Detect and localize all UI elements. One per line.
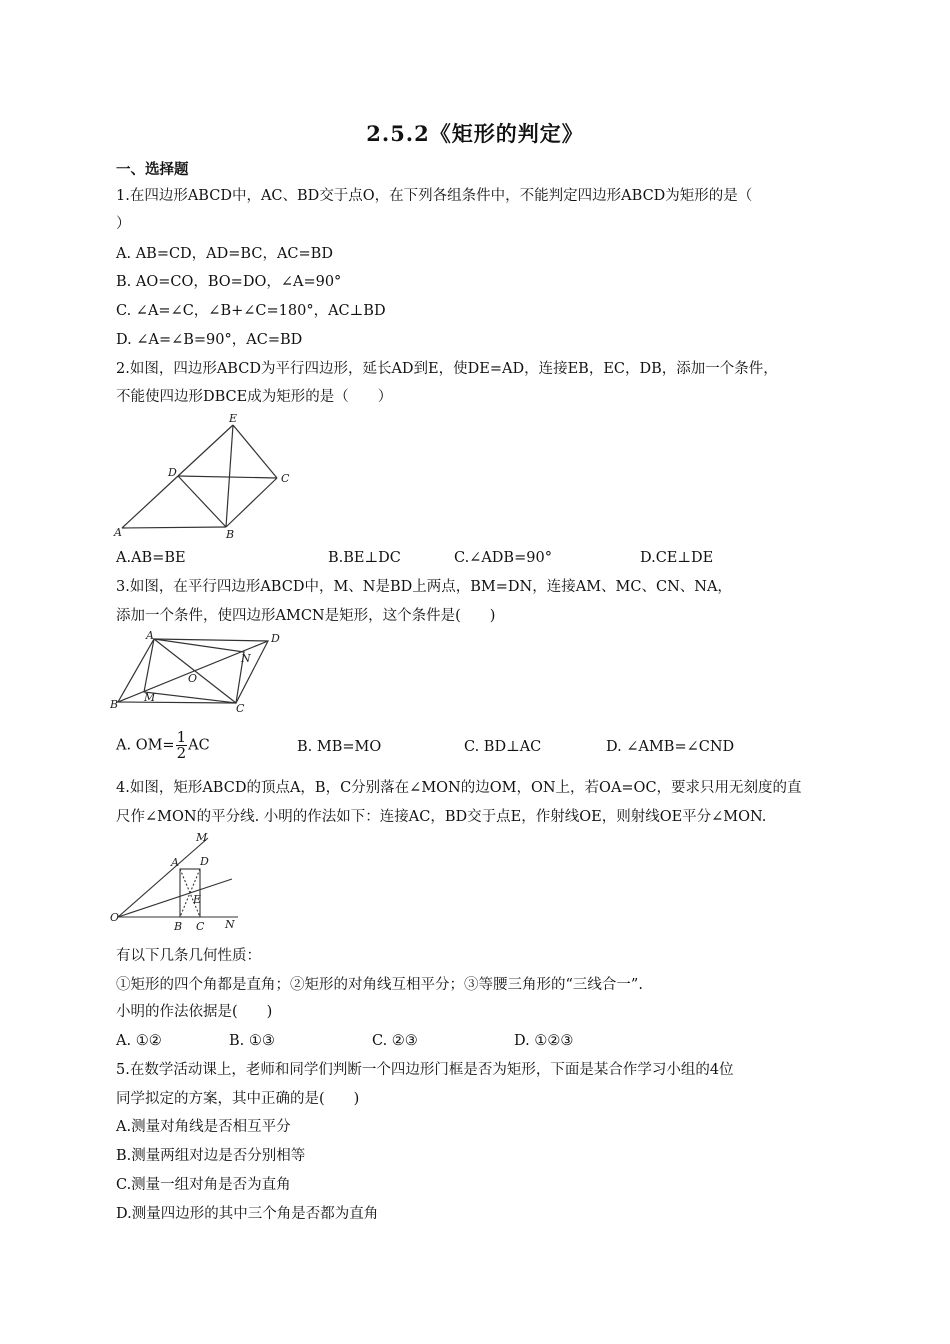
q4-option-d: D. ①②③ xyxy=(514,1033,574,1049)
q2-option-d: D.CE⊥DE xyxy=(640,550,714,566)
q1-stem-line2: ） xyxy=(116,216,131,232)
q2-seg-eb xyxy=(226,425,233,527)
q2-option-a: A.AB=BE xyxy=(116,550,186,566)
q2-seg-dc xyxy=(178,476,277,478)
q4-label-a: A xyxy=(171,856,179,869)
q4-label-e: E xyxy=(193,893,202,906)
q5-stem-line2: 同学拟定的方案，其中正确的是( ) xyxy=(116,1091,360,1107)
q2-option-b: B.BE⊥DC xyxy=(328,550,401,566)
q4-option-c: C. ②③ xyxy=(372,1033,418,1049)
q5-option-d: D.测量四边形的其中三个角是否都为直角 xyxy=(116,1206,379,1222)
q4-label-n: N xyxy=(225,918,235,931)
q2-seg-cb xyxy=(226,478,277,527)
q2-stem-line1: 2.如图，四边形ABCD为平行四边形，延长AD到E，使DE=AD，连接EB，EC，DB，添加一个条件， xyxy=(116,361,778,377)
section-heading: 一、选择题 xyxy=(116,161,189,178)
q4-label-b: B xyxy=(174,920,183,933)
q4-label-d: D xyxy=(200,855,209,868)
q2-label-a: A xyxy=(114,526,122,539)
q3-label-b: B xyxy=(110,698,119,711)
q1-option-c: C. ∠A=∠C，∠B+∠C=180°，AC⊥BD xyxy=(116,303,386,319)
q3-label-n: N xyxy=(241,652,251,665)
q5-option-c: C.测量一组对角是否为直角 xyxy=(116,1177,291,1193)
q2-seg-ab xyxy=(122,527,226,528)
q5-option-b: B.测量两组对边是否分别相等 xyxy=(116,1148,306,1164)
q3-option-a-fraction xyxy=(176,730,188,761)
q3-label-a: A xyxy=(146,630,154,642)
q3-option-b: B. MB=MO xyxy=(297,739,382,755)
q4-option-b: B. ①③ xyxy=(229,1033,275,1049)
q4-basis: 小明的作法依据是( ) xyxy=(116,1004,273,1020)
q4-label-m: M xyxy=(196,831,208,844)
q1-option-b: B. AO=CO，BO=DO，∠A=90° xyxy=(116,274,342,290)
page-title: 2.5.2《矩形的判定》 xyxy=(366,121,584,146)
q5-option-a: A.测量对角线是否相互平分 xyxy=(116,1119,291,1135)
q2-seg-ec xyxy=(233,425,277,478)
q2-seg-de xyxy=(178,425,233,476)
q3-option-a xyxy=(116,730,210,761)
q4-label-o: O xyxy=(110,911,120,924)
q3-label-m: M xyxy=(144,691,156,704)
q1-stem-line1: 1.在四边形ABCD中，AC、BD交于点O，在下列各组条件中，不能判定四边形ABCD为矩形的是（ xyxy=(116,188,753,204)
q2-seg-db xyxy=(178,476,226,527)
q2-label-c: C xyxy=(281,472,290,485)
q4-stem-line1: 4.如图，矩形ABCD的顶点A，B，C分别落在∠MON的边OM，ON上，若OA=OC，要求只用无刻度的直 xyxy=(116,780,802,796)
q4-figure xyxy=(110,828,250,936)
q1-option-d: D. ∠A=∠B=90°，AC=BD xyxy=(116,332,303,348)
q3-option-a-prefix: A. OM= xyxy=(116,737,175,754)
q2-label-b: B xyxy=(226,528,235,541)
q3-option-d: D. ∠AMB=∠CND xyxy=(606,739,735,755)
q2-seg-ad xyxy=(122,476,178,528)
q3-stem-line1: 3.如图，在平行四边形ABCD中，M、N是BD上两点，BM=DN，连接AM、MC、CN、NA， xyxy=(116,579,732,595)
q2-figure xyxy=(112,410,302,545)
q4-option-a: A. ①② xyxy=(116,1033,162,1049)
q4-props-intro: 有以下几条几何性质： xyxy=(116,948,261,964)
q3-option-a-suffix: AC xyxy=(188,737,210,754)
q3-label-c: C xyxy=(236,702,245,715)
q3-fraction-denominator: 2 xyxy=(176,744,187,762)
q3-label-o: O xyxy=(188,672,198,685)
q5-stem-line1: 5.在数学活动课上，老师和同学们判断一个四边形门框是否为矩形，下面是某合作学习小组的4位 xyxy=(116,1062,734,1078)
q2-option-c: C.∠ADB=90° xyxy=(454,550,552,566)
q3-label-d: D xyxy=(271,632,280,645)
q2-label-e: E xyxy=(229,412,238,425)
q2-stem-line2: 不能使四边形DBCE成为矩形的是（ ） xyxy=(116,389,393,405)
q3-fraction-numerator: 1 xyxy=(176,728,187,746)
q1-option-a: A. AB=CD，AD=BC，AC=BD xyxy=(116,246,333,262)
q4-props: ①矩形的四个角都是直角；②矩形的对角线互相平分；③等腰三角形的“三线合一”. xyxy=(116,977,643,993)
q3-option-c: C. BD⊥AC xyxy=(464,739,542,755)
q4-ray-oe xyxy=(118,879,232,917)
q4-stem-line2: 尺作∠MON的平分线. 小明的作法如下：连接AC，BD交于点E，作射线OE，则射线OE平分∠MON. xyxy=(116,809,767,825)
q2-label-d: D xyxy=(168,466,177,479)
q3-stem-line2: 添加一个条件，使四边形AMCN是矩形，这个条件是( ) xyxy=(116,608,496,624)
q4-label-c: C xyxy=(196,920,205,933)
q3-figure xyxy=(110,630,290,716)
